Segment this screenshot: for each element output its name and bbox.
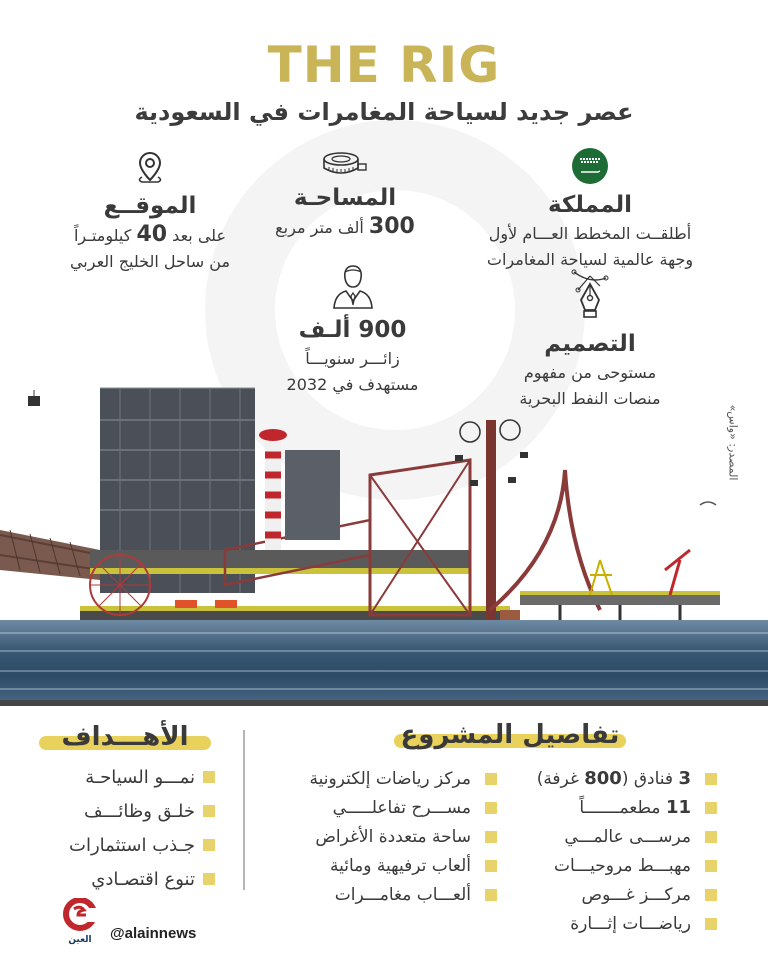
feature-kingdom-line-2: وجهة عالمية لسياحة المغامرات (486, 250, 694, 269)
bullet-square-icon (203, 805, 215, 817)
list-item: تنوع اقتصـادي (55, 862, 215, 896)
project-details-list-left (275, 764, 497, 909)
bullet-square-icon (705, 889, 717, 901)
feature-visitors (260, 262, 445, 398)
section-divider-bar (0, 700, 768, 706)
list-item: مركـــز غـــوص (505, 880, 717, 909)
list-item: 11 مطعمـــــــاً (505, 793, 717, 822)
bullet-square-icon (705, 918, 717, 930)
person-icon (331, 262, 375, 310)
feature-area-value: 300 (368, 214, 415, 239)
list-item: رياضـــات إثـــارة (505, 909, 717, 938)
feature-location-title: الموقــع (103, 193, 197, 219)
project-details-heading: تفاصيل المشروع (400, 720, 620, 750)
feature-visitors-line-1: زائـــر سنويـــاً (305, 349, 400, 368)
bullet-square-icon (705, 831, 717, 843)
feature-area (250, 150, 440, 241)
list-item: جـذب استثمارات (55, 828, 215, 862)
bullet-square-icon (485, 773, 497, 785)
bullet-square-icon (203, 873, 215, 885)
project-details-list-right (505, 764, 717, 938)
feature-kingdom (465, 147, 715, 273)
feature-design-line-2: منصات النفط البحرية (519, 389, 661, 408)
feature-location (40, 150, 260, 275)
feature-area-unit: ألف متر مربع (275, 218, 364, 237)
list-item: 3 فنادق ( 800 غرفة) (505, 764, 717, 793)
feature-kingdom-line-1: أطلقــت المخطط العـــام لأول (488, 224, 692, 243)
list-item: مهبـــط مروحيـــات (505, 851, 717, 880)
feature-design-title: التصميم (544, 331, 636, 357)
goals-list (55, 760, 215, 896)
map-pin-icon (135, 150, 165, 186)
social-handle: @alainnews (110, 924, 197, 942)
saudi-flag-icon (571, 147, 609, 185)
bullet-square-icon (485, 831, 497, 843)
source-credit: المصدر: «واس» (726, 404, 740, 481)
feature-location-distance: 40 (136, 222, 168, 247)
bullet-square-icon (485, 802, 497, 814)
alain-logo-icon (60, 898, 100, 946)
feature-location-line-2: من ساحل الخليج العربي (69, 252, 231, 271)
bullet-square-icon (203, 771, 215, 783)
list-item: ساحة متعددة الأغراض (275, 822, 497, 851)
vertical-divider (243, 730, 245, 890)
bullet-square-icon (705, 773, 717, 785)
list-item: مركز رياضات إلكترونية (275, 764, 497, 793)
list-item: ألعـــاب مغامـــرات (275, 880, 497, 909)
bullet-square-icon (485, 860, 497, 872)
feature-kingdom-title: المملكة (547, 192, 633, 218)
sea (0, 620, 768, 705)
feature-visitors-line-2: مستهدف في 2032 (286, 375, 419, 394)
bullet-square-icon (203, 839, 215, 851)
list-item: مرســـى عالمـــي (505, 822, 717, 851)
rig-illustration (0, 380, 768, 705)
feature-visitors-title: 900 ألـف (298, 317, 407, 343)
page-title: THE RIG (267, 36, 501, 94)
list-item: خلـق وظائـــف (55, 794, 215, 828)
feature-area-value-line (250, 214, 440, 241)
bullet-square-icon (705, 802, 717, 814)
feature-area-title: المساحـة (293, 185, 397, 211)
goals-heading: الأهـــداف (45, 722, 205, 752)
svg-text:العين: العين (68, 935, 92, 945)
feature-design-line-1: مستوحى من مفهوم (523, 363, 657, 382)
brand-footer (60, 898, 196, 946)
list-item: مســـرح تفاعلـــــي (275, 793, 497, 822)
feature-location-line-1: على بعد 40 كيلومتـراً (73, 222, 227, 247)
page-subtitle: عصر جديد لسياحة المغامرات في السعودية (134, 98, 634, 126)
list-item: نمـــو السياحـة (55, 760, 215, 794)
bullet-square-icon (485, 889, 497, 901)
pen-nib-icon (570, 268, 610, 324)
list-item: ألعاب ترفيهية ومائية (275, 851, 497, 880)
measuring-tape-icon (321, 150, 369, 178)
bullet-square-icon (705, 860, 717, 872)
